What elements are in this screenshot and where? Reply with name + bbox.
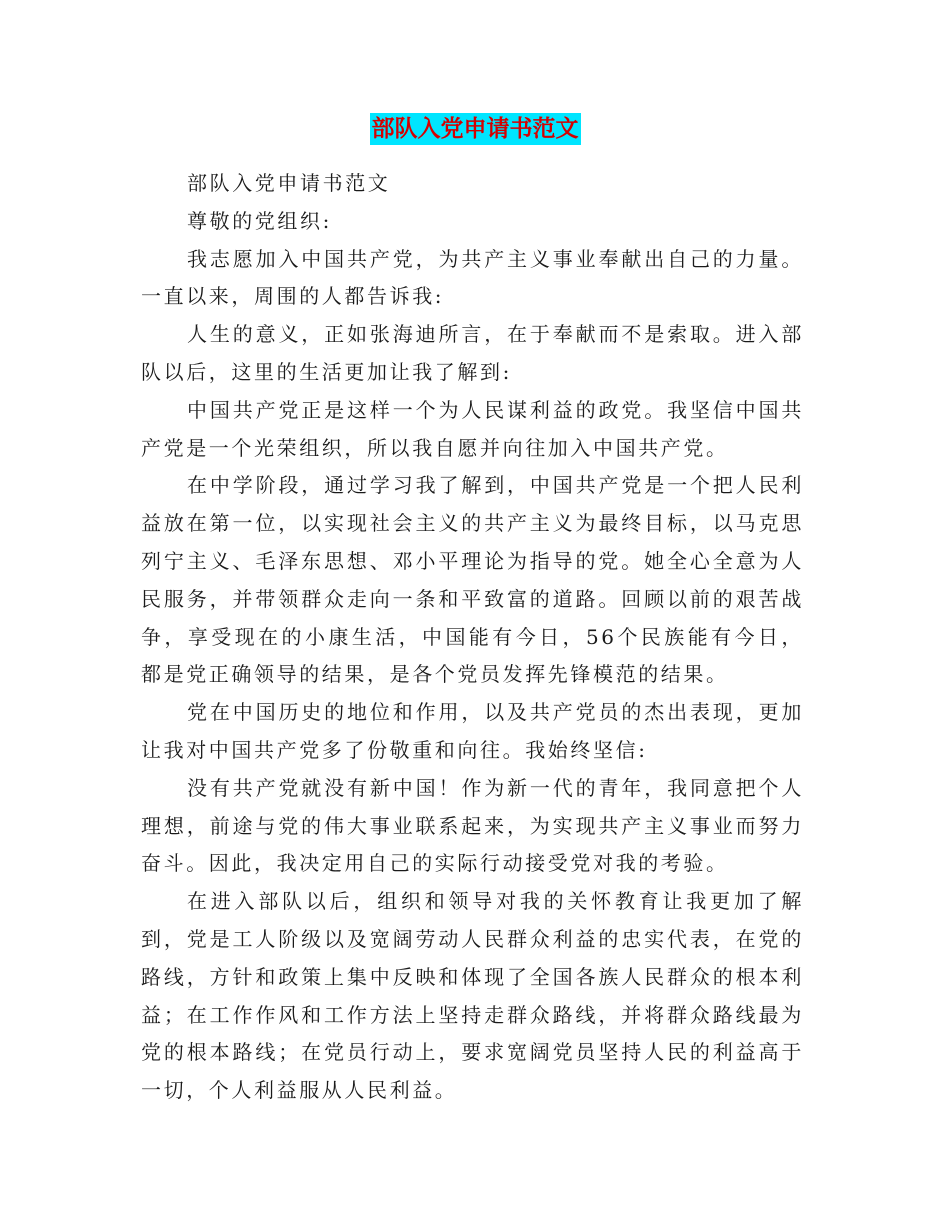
paragraph: 没有共产党就没有新中国！作为新一代的青年，我同意把个人理想，前途与党的伟大事业联系起来，为实现共产主义事业而努力奋斗。因此，我决定用自己的实际行动接受党对我的考验。 [141,775,804,876]
document-title: 部队入党申请书范文 [370,113,581,145]
paragraph: 在中学阶段，通过学习我了解到，中国共产党是一个把人民利益放在第一位，以实现社会主义的共产主义为最终目标，以马克思列宁主义、毛泽东思想、邓小平理论为指导的党。她全心全意为人民服务，并带领群众走向一条和平致富的道路。回顾以前的艰苦战争，享受现在的小康生活，中国能有今日，56个民族能有今日，都是党正确领导的结果，是各个党员发挥先锋模范的结果。 [141,473,804,687]
paragraph: 中国共产党正是这样一个为人民谋利益的政党。我坚信中国共产党是一个光荣组织，所以我自愿并向往加入中国共产党。 [141,397,804,460]
paragraph: 尊敬的党组织: [187,208,332,233]
paragraph: 在进入部队以后，组织和领导对我的关怀教育让我更加了解到，党是工人阶级以及宽阔劳动人民群众利益的忠实代表，在党的路线，方针和政策上集中反映和体现了全国各族人民群众的根本利益；在工作作风和工作方法上坚持走群众路线，并将群众路线最为党的根本路线；在党员行动上，要求宽阔党员坚持人民的利益高于一切，个人利益服从人民利益。 [141,889,804,1103]
paragraph: 党在中国历史的地位和作用，以及共产党员的杰出表现，更加让我对中国共产党多了份敬重和向往。我始终坚信: [141,700,804,762]
paragraph: 我志愿加入中国共产党，为共产主义事业奉献出自己的力量。一直以来，周围的人都告诉我: [141,246,804,309]
document-body [141,165,804,1110]
paragraph: 部队入党申请书范文 [187,171,391,195]
title-container [0,113,950,145]
paragraph: 人生的意义，正如张海迪所言，在于奉献而不是索取。进入部队以后，这里的生活更加让我了解到: [141,322,804,384]
